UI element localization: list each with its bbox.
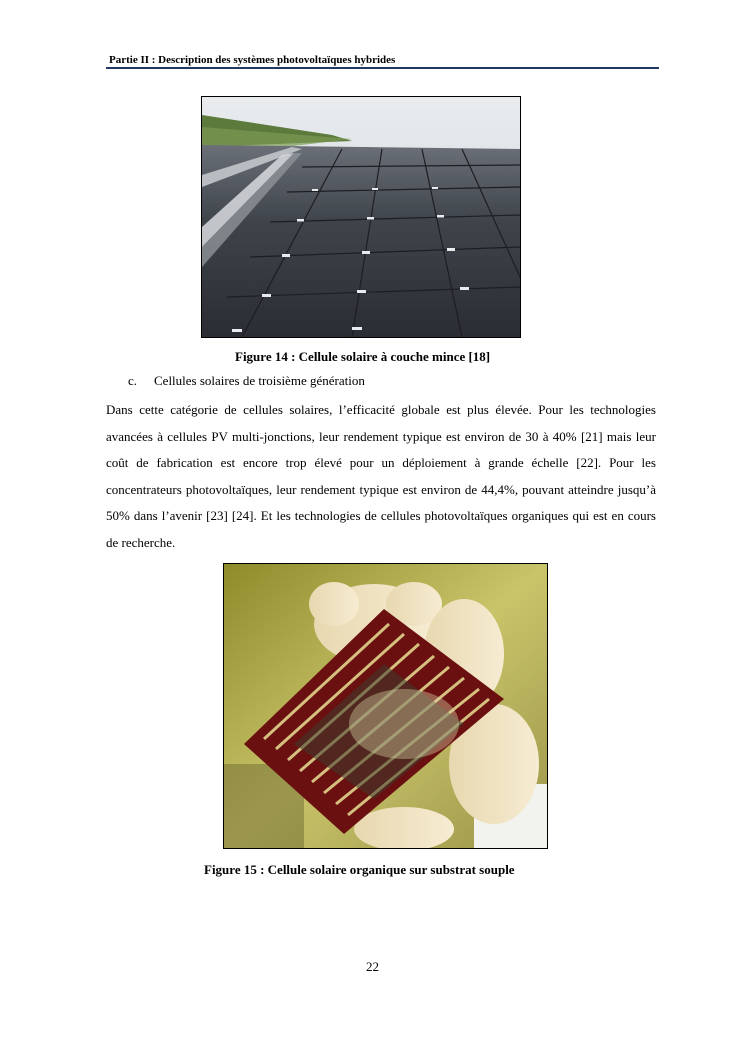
section-heading-text: Cellules solaires de troisième génération	[154, 373, 365, 388]
list-marker: c.	[128, 373, 138, 388]
figure-15-caption: Figure 15 : Cellule solaire organique sur substrat souple	[204, 862, 515, 877]
body-paragraph: Dans cette catégorie de cellules solaires, l’efficacité globale est plus élevée. Pour les technologies avancées à cellules PV multi-jonctions, leur rendement typique est environ de 30 à 40% [21] mais leur coût de fabrication est encore trop élevé pour un déploiement à grande échelle [22]. Pour les concentrateurs photovoltaïques, leur rendement typique est environ de 44,4%, pouvant atteindre jusqu’à 50% dans l’avenir [23] [24]. Et les technologies de cellules photovoltaïques organiques qui est en cours de recherche.	[106, 402, 656, 550]
page-number: 22	[366, 959, 379, 974]
figure-14-image	[201, 96, 521, 338]
running-header: Partie II : Description des systèmes photovoltaïques hybrides	[109, 54, 396, 66]
figure-15-image	[223, 563, 548, 849]
section-heading	[128, 373, 365, 389]
figure-14-caption: Figure 14 : Cellule solaire à couche mince [18]	[235, 349, 491, 364]
header-divider	[106, 67, 659, 69]
